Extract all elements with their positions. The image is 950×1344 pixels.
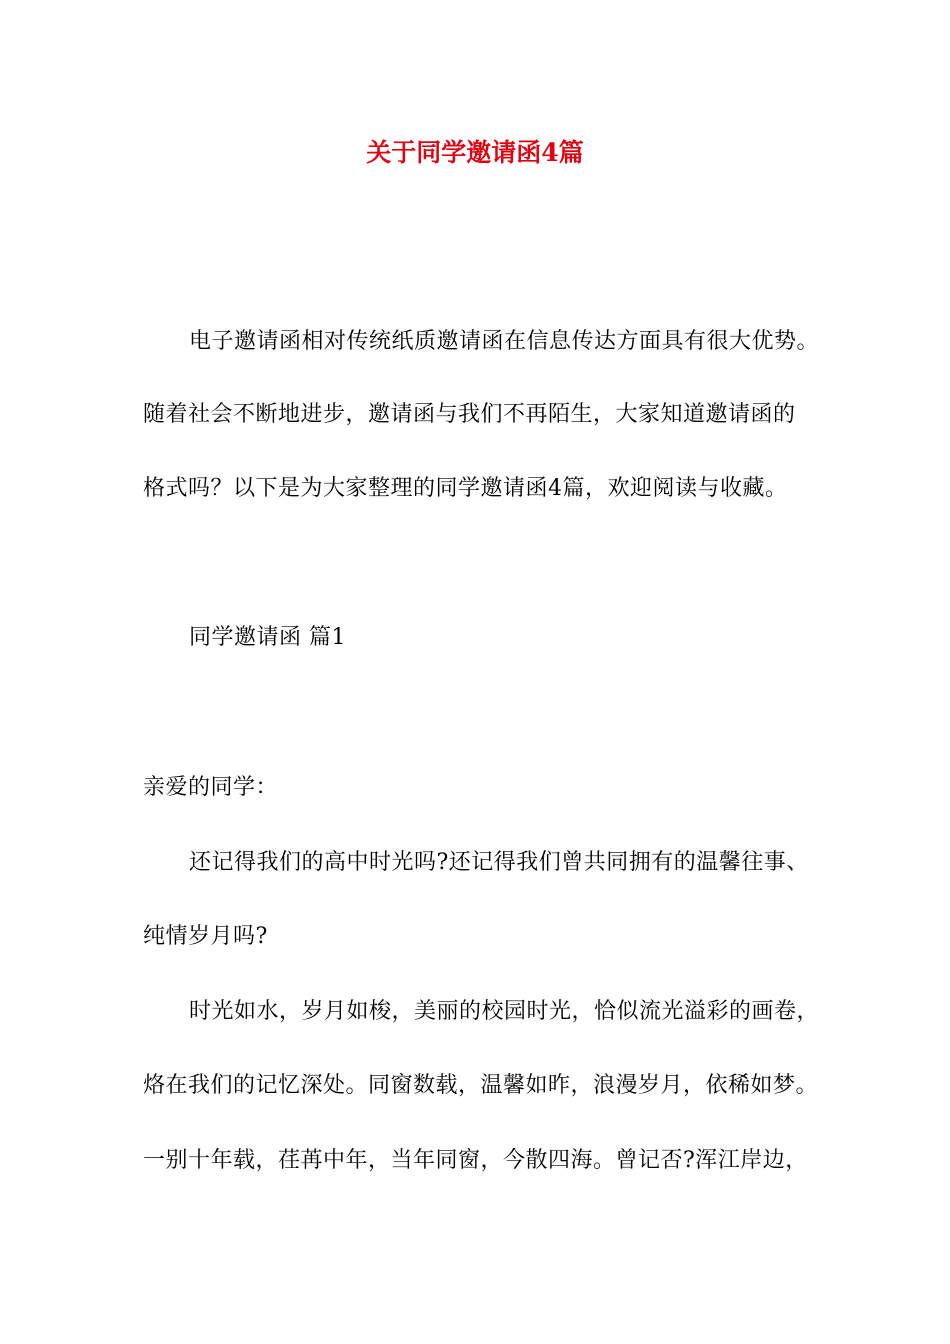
document-title: 关于同学邀请函4篇 (366, 138, 584, 167)
intro-line-2: 随着社会不断地进步，邀请函与我们不再陌生，大家知道邀请函的 (143, 402, 796, 427)
intro-line-1: 电子邀请函相对传统纸质邀请函在信息传达方面具有很大优势。 (189, 329, 820, 354)
salutation: 亲爱的同学： (143, 775, 279, 800)
body-line-2: 纯情岁月吗? (143, 924, 268, 949)
intro-line-3: 格式吗？以下是为大家整理的同学邀请函4篇，欢迎阅读与收藏。 (143, 476, 788, 501)
body-line-5: 一别十年载，荏苒中年，当年同窗，今散四海。曾记否?浑江岸边， (143, 1148, 808, 1173)
body-line-4: 烙在我们的记忆深处。同窗数载，温馨如昨，浪漫岁月，依稀如梦。 (143, 1073, 819, 1098)
body-line-3: 时光如水，岁月如梭，美丽的校园时光，恰似流光溢彩的画卷， (189, 999, 820, 1024)
body-line-1: 还记得我们的高中时光吗?还记得我们曾共同拥有的温馨往事、 (189, 850, 809, 875)
section-heading: 同学邀请函 篇1 (189, 625, 346, 650)
